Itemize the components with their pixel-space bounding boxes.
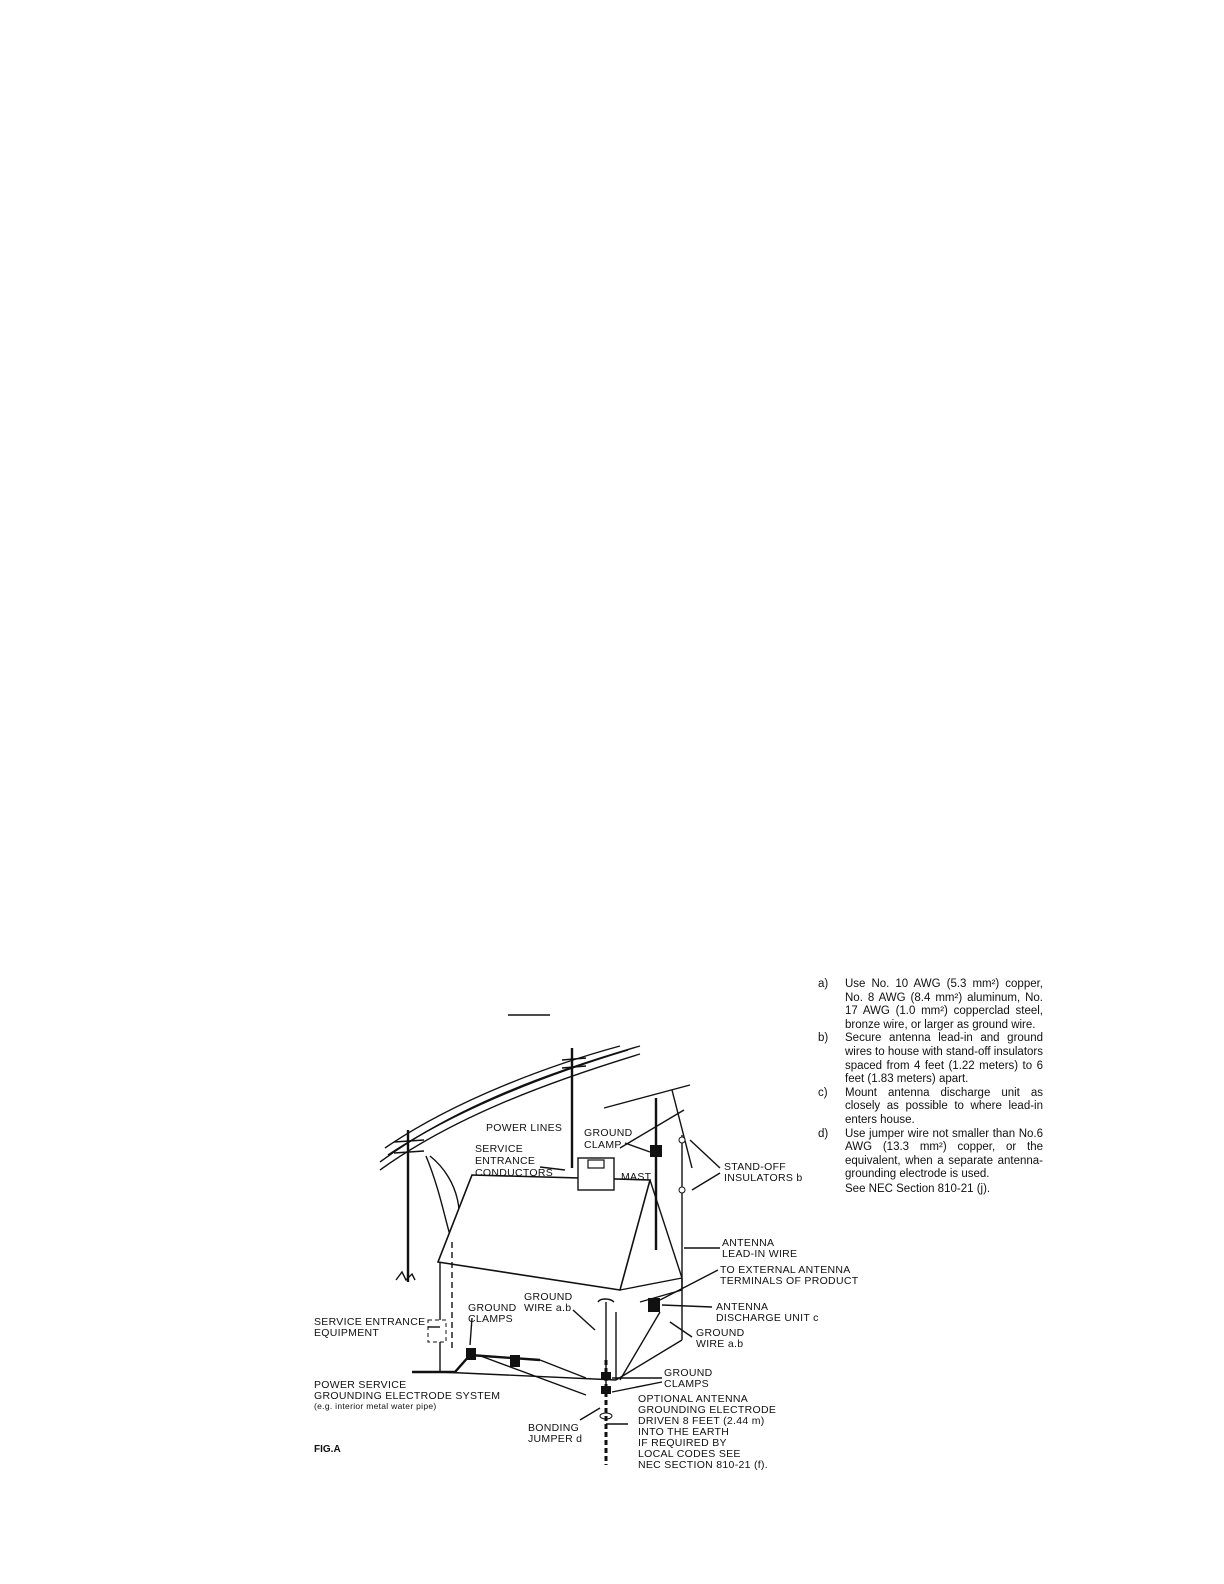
note-item [818,1087,1043,1128]
note-item [818,1128,1043,1182]
nec-reference: See NEC Section 810-21 (j). [845,1182,991,1195]
note-text: Use No. 10 AWG (5.3 mm²) copper, No. 8 AWG (8.4 mm²) aluminum, No. 17 AWG (1.0 mm²) copperclad steel, bronze wire, or larger as ground wire. [845,978,1043,1031]
label-ground-clamps-left: GROUND CLAMPS [468,1302,517,1325]
label-antenna-lead-in: ANTENNA LEAD-IN WIRE [722,1237,798,1260]
label-ground-clamps-bottom: GROUND CLAMPS [664,1367,713,1390]
label-optional-electrode: OPTIONAL ANTENNA GROUNDING ELECTRODE DRIVEN 8 FEET (2.44 m) INTO THE EARTH IF REQUIRED BY LOCAL CODES SEE NEC SECTION 810-21 (f). [638,1393,777,1471]
label-mast: MAST [621,1171,652,1183]
ground-clamp [601,1386,611,1394]
ground-clamp [466,1348,476,1360]
note-letter: b) [818,1032,829,1045]
figure-label: FIG.A [314,1444,341,1455]
ground-clamp [510,1355,520,1367]
note-letter: c) [818,1086,828,1099]
note-letter: d) [818,1127,829,1140]
ground-clamp [601,1372,611,1380]
mast-ground-clamp [650,1145,662,1157]
label-ground-wire-mid: GROUND WIRE a.b [524,1291,573,1314]
label-service-entrance-conductors: SERVICE ENTRANCE CONDUCTORS [475,1143,554,1179]
label-power-service-grounding: POWER SERVICE GROUNDING ELECTRODE SYSTEM (e.g. interior metal water pipe) [314,1379,501,1411]
label-service-entrance-equipment: SERVICE ENTRANCE EQUIPMENT [314,1316,426,1339]
label-bonding-jumper: BONDING JUMPER d [528,1422,583,1445]
label-antenna-discharge: ANTENNA DISCHARGE UNIT c [716,1301,819,1324]
label-ground-clamp-top: GROUND CLAMP [584,1127,633,1151]
label-ground-wire-right: GROUND WIRE a.b [696,1327,745,1350]
label-external-terminals: TO EXTERNAL ANTENNA TERMINALS OF PRODUCT [720,1264,859,1287]
roof [438,1175,682,1290]
note-item [818,1032,1043,1086]
note-text: Use jumper wire not smaller than No.6 AWG (13.3 mm²) copper, or the equivalent, when a separate antenna-grounding electrode is used. [845,1127,1043,1181]
label-standoff-insulators: STAND-OFF INSULATORS b [724,1161,803,1184]
service-entrance-equipment [428,1320,446,1342]
water-pipe [412,1348,586,1395]
standoff-insulator [679,1187,685,1193]
note-text: Mount antenna discharge unit as closely as possible to where lead-in enters house. [845,1086,1043,1126]
label-power-lines: POWER LINES [486,1122,563,1134]
note-item [818,978,1043,1032]
grounding-notes [818,978,1043,1197]
utility-pole-left [394,1130,424,1282]
antenna-discharge-unit [648,1298,660,1312]
chimney [578,1158,614,1190]
note-text: Secure antenna lead-in and ground wires to house with stand-off insulators spaced from 4 feet (1.22 meters) to 6 feet (1.83 meters) apart. [845,1032,1043,1086]
optional-grounding-electrode [600,1360,612,1465]
note-letter: a) [818,978,829,990]
standoff-insulator [679,1137,685,1143]
